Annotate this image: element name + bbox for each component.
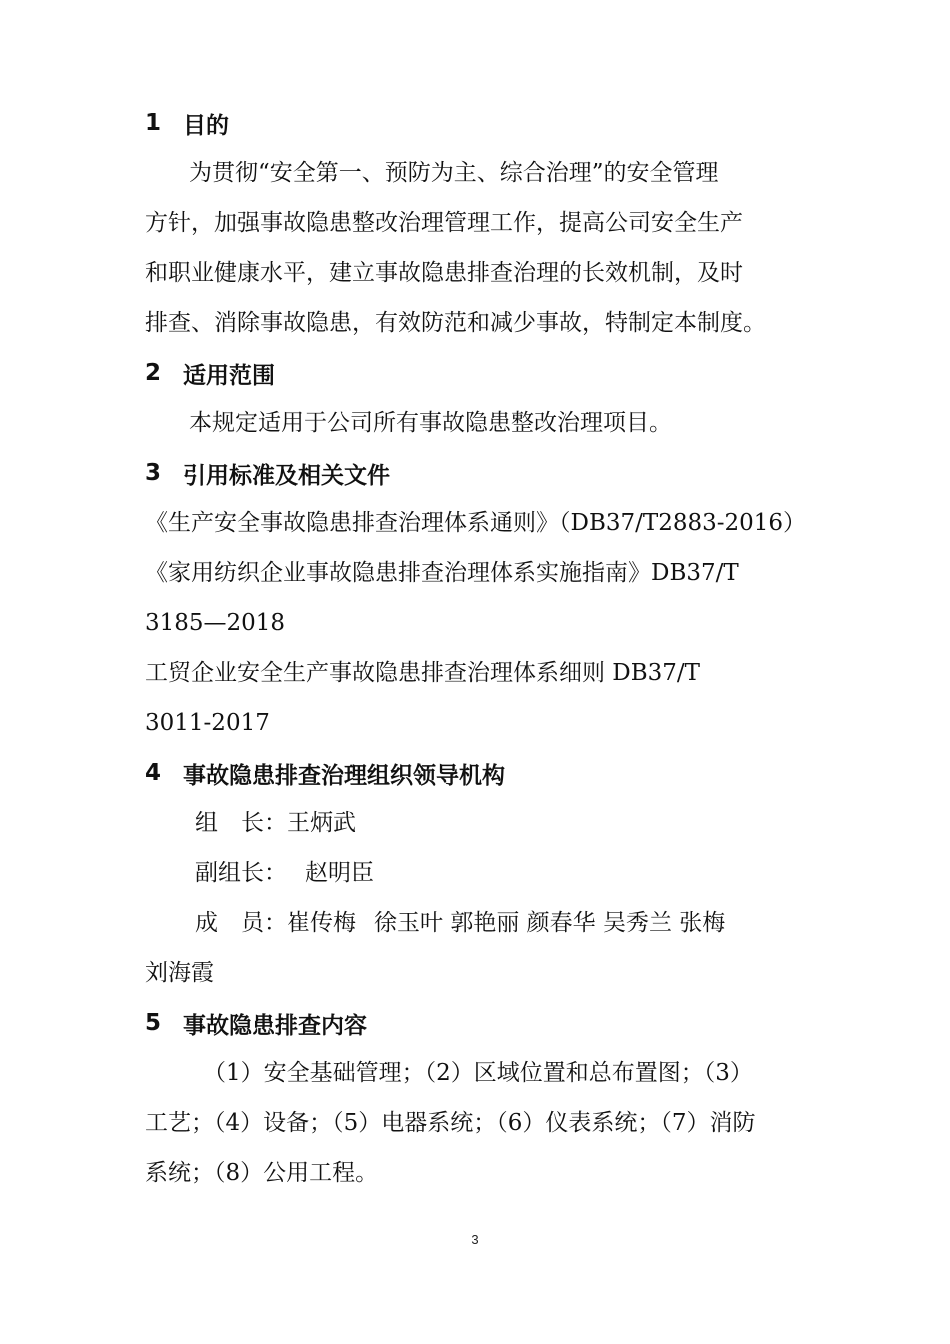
deputy-line [145, 848, 810, 898]
paragraph-line: 方针，加强事故隐患整改治理管理工作，提高公司安全生产 [145, 210, 743, 236]
section-number: 1 [145, 110, 162, 136]
reference-line: 《家用纺织企业事故隐患排查治理体系实施指南》DB37/T [145, 560, 739, 586]
page-content [145, 98, 810, 1198]
paragraph-line: 工艺；（4）设备；（5）电器系统；（6）仪表系统；（7）消防 [145, 1110, 756, 1136]
reference-line: 3185—2018 [145, 610, 286, 636]
section-title: 适用范围 [183, 362, 275, 389]
section-number: 2 [145, 360, 162, 386]
reference-line: 工贸企业安全生产事故隐患排查治理体系细则 DB37/T [145, 660, 701, 686]
section-number: 4 [145, 760, 162, 786]
leader-label: 组 长： [195, 810, 287, 836]
section-title: 事故隐患排查治理组织领导机构 [183, 762, 505, 789]
members-line [145, 898, 810, 948]
section-4-heading [145, 748, 810, 798]
section-3-heading [145, 448, 810, 498]
member-name: 郭艳丽 [450, 910, 520, 936]
member-name: 张梅 [679, 910, 726, 936]
paragraph-line: （1）安全基础管理；（2）区域位置和总布置图；（3） [203, 1060, 753, 1086]
paragraph-line: 系统；（8）公用工程。 [145, 1160, 379, 1186]
deputy-label: 副组长： [195, 860, 287, 886]
paragraph-line: 为贯彻“安全第一、预防为主、综合治理”的安全管理 [189, 160, 719, 186]
section-title: 引用标准及相关文件 [183, 462, 390, 489]
section-number: 3 [145, 460, 162, 486]
reference-line: 《生产安全事故隐患排查治理体系通则》（DB37/T2883-2016） [145, 510, 807, 536]
page-number: 3 [471, 1232, 479, 1247]
section-title: 目的 [183, 112, 229, 139]
section-number: 5 [145, 1010, 162, 1036]
section-title: 事故隐患排查内容 [183, 1012, 367, 1039]
paragraph-line: 和职业健康水平，建立事故隐患排查治理的长效机制，及时 [145, 260, 743, 286]
reference-line: 3011-2017 [145, 710, 270, 736]
member-name: 吴秀兰 [602, 910, 672, 936]
leader-line [145, 798, 810, 848]
section-5-heading [145, 998, 810, 1048]
members-label: 成 员： [195, 910, 287, 936]
members-continued-line: 刘海霞 [145, 960, 214, 986]
member-name: 颜春华 [526, 910, 596, 936]
section-1-heading [145, 98, 810, 148]
paragraph-line: 排查、消除事故隐患，有效防范和减少事故，特制定本制度。 [145, 310, 766, 336]
member-name: 崔传梅 [287, 910, 356, 936]
deputy-name: 赵明臣 [305, 860, 374, 886]
section-2-heading [145, 348, 810, 398]
paragraph-line: 本规定适用于公司所有事故隐患整改治理项目。 [189, 410, 672, 436]
leader-name: 王炳武 [287, 810, 356, 836]
member-name: 徐玉叶 [374, 910, 443, 936]
